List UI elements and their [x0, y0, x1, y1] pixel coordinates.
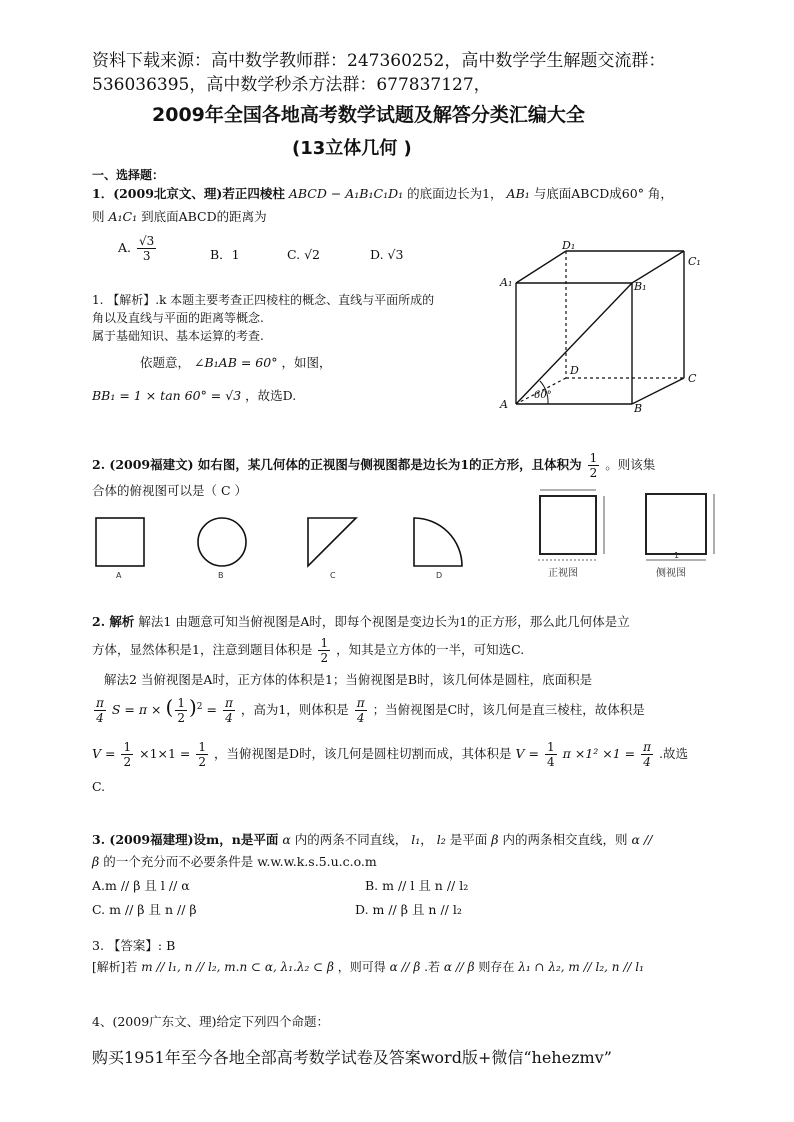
q3-exp-d: α // β — [389, 960, 421, 974]
q2-pi-over-4-c — [355, 696, 367, 725]
q2-solution-l1: 解法1 由题意可知当俯视图是A时，即每个视图是变边长为1的正方形，那么此几何体是立 — [138, 614, 630, 629]
q2-half-d-num: 1 — [198, 740, 207, 754]
q2-solution-l5e: ，当俯视图是D时，该几何是圆柱切割而成，其体积是 — [214, 746, 512, 761]
q2-solution-l2b: ，知其是立方体的一半，可知选C. — [336, 642, 525, 657]
q1-stem-line-2 — [92, 207, 267, 227]
q3-stem-d: 是平面 — [449, 832, 488, 847]
q3-option-b: B. m // l 且 n // l₂ — [365, 878, 469, 893]
q3-exp-g: 则存在 — [478, 960, 515, 974]
q2-stem-a: 2. (2009福建文) 如右图，某几何体的正视图与侧视图都是边长为1的正方形，且体积为 — [92, 457, 582, 472]
q2-volume-num: 1 — [589, 451, 598, 465]
q3-exp-b: m // l₁, n // l₂, m.n ⊂ α, λ₁.λ₂ ⊂ β — [141, 960, 334, 974]
q3-stem-line-1 — [92, 830, 652, 850]
side-view-square — [646, 494, 706, 554]
q1-option-a-num: √3 — [139, 234, 155, 248]
q3-answer: 3. 【答案】: B — [92, 938, 176, 953]
q2-solution-half — [318, 636, 330, 665]
label-c: C — [688, 372, 697, 385]
q1-option-c-label: C. — [287, 247, 301, 262]
q2-half-b — [175, 696, 187, 725]
q1-explain-1: 1. 【解析】.k 本题主要考查正四棱柱的概念、直线与平面所成的 — [92, 293, 435, 307]
q1-explain-4a: 依题意， — [140, 355, 191, 370]
q2-pi4c-den: 4 — [356, 711, 365, 725]
section-heading: 一、选择题： — [92, 168, 165, 182]
q2-v-eq-b: V = — [515, 746, 540, 761]
q2-quarter — [545, 740, 557, 769]
q2-solution-l4h: ；当俯视图是C时，该几何是直三棱柱，故体积是 — [372, 702, 645, 717]
q2-quarter-den: 4 — [547, 755, 555, 769]
q2-half-c-num: 1 — [123, 740, 132, 754]
q3-exp-f: α // β — [443, 960, 475, 974]
q3-beta: β — [491, 832, 499, 847]
q3-option-d: D. m // β 且 n // l₂ — [355, 902, 462, 917]
q2-solution-l2a: 方体，显然体积是1，注意到题目体积是 — [92, 642, 313, 657]
q1-explain-5 — [92, 386, 296, 406]
side-view-label: 侧视图 — [656, 568, 686, 579]
dimension-label: 1 — [674, 551, 680, 560]
label-a1: A₁ — [500, 276, 513, 289]
q1-option-d-label: D. — [370, 247, 384, 262]
q3-exp-a: [解析]若 — [92, 960, 138, 974]
q2-pi-over-4-d — [641, 740, 653, 769]
q2-option-figures — [88, 510, 548, 582]
q1-stem-b: 的底面边长为1， — [407, 186, 503, 201]
q3-option-a: A.m // β 且 l // α — [92, 878, 190, 893]
header-line-1: 资料下载来源：高中数学教师群：247360252，高中数学学生解题交流群： — [92, 51, 666, 71]
q3-alpha: α — [282, 832, 291, 847]
q1-option-c — [287, 245, 320, 265]
q1-option-d-value: √3 — [387, 247, 404, 262]
q2-pi4a-den: 4 — [96, 711, 104, 725]
q1-bb1-expr: BB₁ = 1 × tan 60° = √3 — [92, 388, 242, 403]
q1-stem-d: 与底面ABCD成60° 角， — [533, 186, 673, 201]
cube-figure — [496, 240, 716, 418]
q3-option-c: C. m // β 且 n // β — [92, 902, 197, 917]
q1-explain-4 — [140, 353, 331, 373]
q2-v-eq-a: V = — [92, 746, 116, 761]
q1-option-c-value: √2 — [304, 247, 320, 262]
q2-solution-line-3: 解法2 当俯视图是A时，正方体的体积是1；当俯视图是B时，该几何体是圆柱，底面积是 — [104, 672, 593, 687]
q2-pi4c-num: π — [356, 696, 365, 710]
figure-b-circle — [198, 518, 246, 566]
q3-alpha-parallel: α // — [631, 832, 653, 847]
label-c1: C₁ — [688, 255, 701, 268]
q3-exp-e: .若 — [424, 960, 440, 974]
q3-beta-2: β — [92, 854, 100, 869]
q2-half-d — [196, 740, 208, 769]
q1-options — [118, 234, 158, 263]
q3-stem-line-2 — [92, 852, 377, 872]
q1-a1c1: A₁C₁ — [108, 209, 138, 224]
q1-stem-e: 则 — [92, 209, 105, 224]
page-subtitle: (13立体几何 ) — [292, 138, 412, 159]
q2-solution-line-4 — [92, 696, 645, 725]
figure-a-label: A — [116, 571, 122, 580]
q2-pi-over-4-a — [94, 696, 106, 725]
q1-option-a-fraction — [137, 234, 156, 263]
q3-stem2-b: 的一个充分而不必要条件是 w.w.w.k.s.5.u.c.o.m — [103, 854, 377, 869]
q1-explain-3: 属于基础知识、基本运算的考查. — [92, 329, 264, 343]
q3-explanation — [92, 958, 644, 976]
page-title: 2009年全国各地高考数学试题及解答分类汇编大全 — [152, 104, 585, 126]
q1-angle-expr: ∠B₁AB = 60° — [194, 355, 278, 370]
q2-pi4d-num: π — [643, 740, 651, 754]
q1-explain-4c: ，如图， — [281, 355, 332, 370]
label-a: A — [500, 398, 508, 411]
label-angle: 60° — [534, 390, 552, 401]
q1-option-b: B．1 — [210, 247, 240, 262]
q2-prism-product: ×1×1 = — [139, 746, 191, 761]
q2-pi4b-den: 4 — [225, 711, 233, 725]
q2-front-side-views — [528, 484, 724, 584]
label-b1: B₁ — [634, 280, 647, 293]
q2-solution-l4f: ，高为1，则体积是 — [240, 702, 349, 717]
q1-option-a-label: A. — [118, 240, 132, 255]
footer-ad: 购买1951年至今各地全部高考数学试卷及答案word版+微信“hehezmv” — [92, 1048, 612, 1067]
q3-exp-h: λ₁ ∩ λ₂, m // l₂, n // l₁ — [518, 960, 644, 974]
q1-prism-name: ABCD − A₁B₁C₁D₁ — [288, 186, 404, 201]
q2-equals: = — [206, 702, 217, 717]
q2-solution-tag: 2. 解析 — [92, 614, 135, 629]
q2-half-den: 2 — [320, 651, 329, 665]
q2-stem-b: 。则该集 — [605, 457, 656, 472]
header-line-2: 536036395，高中数学秒杀方法群：677837127， — [92, 75, 491, 95]
q3-stem-b: 内的两条不同直线， — [294, 832, 408, 847]
q3-stem-e: 内的两条相交直线，则 — [502, 832, 628, 847]
label-b: B — [634, 402, 643, 415]
q2-solution-line-5 — [92, 740, 688, 769]
q2-quarter-num: 1 — [547, 740, 555, 754]
figure-b-label: B — [218, 571, 224, 580]
q2-pi4d-den: 4 — [643, 755, 651, 769]
label-d: D — [570, 364, 579, 377]
q2-area-expr: S = π × — [111, 702, 162, 717]
q1-stem-g: 到底面ABCD的距离为 — [141, 209, 267, 224]
q2-stem-line-2: 合体的俯视图可以是（ C ） — [92, 483, 248, 498]
q2-pi-over-4-b — [223, 696, 235, 725]
q2-solution-line-6: C. — [92, 779, 106, 794]
q2-stem-line-1 — [92, 451, 655, 480]
q3-l1: l₁ — [411, 832, 421, 847]
q1-option-d — [370, 245, 403, 265]
q2-solution-line-1 — [92, 612, 630, 632]
figure-a-square — [96, 518, 144, 566]
q2-choose: .故选 — [658, 746, 688, 761]
q1-option-a-den: 3 — [142, 249, 151, 263]
q2-pi4b-num: π — [224, 696, 233, 710]
q2-paren-close: ) — [188, 695, 197, 719]
q3-l2: l₂ — [436, 832, 446, 847]
q2-half-c — [121, 740, 133, 769]
q2-half-num: 1 — [320, 636, 329, 650]
q3-stem-a: 3. (2009福建理)设m，n是平面 — [92, 832, 279, 847]
q1-explain-2: 角以及直线与平面的距离等概念. — [92, 311, 264, 325]
q2-volume-den: 2 — [589, 466, 598, 480]
front-view-square — [540, 496, 596, 554]
q2-solution-line-2 — [92, 636, 524, 665]
q2-paren-open: ( — [165, 695, 174, 719]
q2-half-d-den: 2 — [198, 755, 207, 769]
q2-cyl-product: π ×1² ×1 = — [562, 746, 636, 761]
figure-c-label: C — [330, 571, 336, 580]
label-d1: D₁ — [562, 240, 576, 252]
q2-half-b-den: 2 — [177, 711, 185, 725]
q1-stem-a: 1．(2009北京文、理)若正四棱柱 — [92, 186, 285, 201]
q1-ab1: AB₁ — [506, 186, 530, 201]
q2-volume-fraction — [588, 451, 600, 480]
q2-pi4a-num: π — [96, 696, 104, 710]
front-view-label: 正视图 — [548, 568, 578, 579]
q4-stem: 4、(2009广东文、理)给定下列四个命题： — [92, 1014, 330, 1029]
figure-d-label: D — [436, 571, 443, 580]
q2-squared: 2 — [196, 701, 203, 712]
figure-c-triangle — [308, 518, 356, 566]
figure-d-quarter-circle — [414, 518, 462, 566]
q1-explain-5b: ，故选D. — [245, 388, 297, 403]
q3-comma: ， — [420, 832, 433, 847]
q3-exp-c: ，则可得 — [337, 960, 386, 974]
q2-half-c-den: 2 — [123, 755, 132, 769]
q1-stem-line-1 — [92, 184, 673, 204]
q2-half-b-num: 1 — [177, 696, 185, 710]
